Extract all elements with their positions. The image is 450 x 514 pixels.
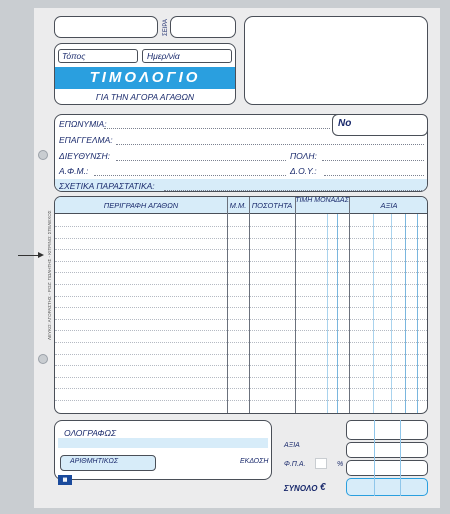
- in-numbers-label: ΑΡΙΘΜΗΤΙΚΩΣ: [70, 458, 119, 465]
- table-row[interactable]: [55, 342, 427, 343]
- column-divider: [373, 214, 374, 413]
- table-row[interactable]: [55, 388, 427, 389]
- number-label: Νο: [338, 118, 352, 129]
- column-divider: [295, 197, 296, 413]
- total-field[interactable]: [346, 478, 428, 496]
- copy-distribution-note: ΛΕΥΚΟ: ΑΓΟΡΑΣΤΗΣ - ΡΟΖ: ΠΩΛΗΤΗΣ - ΚΙΤΡΙΝΟ: ΣΤΕΛΕΧΟΣ: [47, 210, 52, 340]
- table-row[interactable]: [55, 319, 427, 320]
- invoice-form: [34, 8, 440, 508]
- totals-cents-divider: [400, 420, 401, 496]
- city-line[interactable]: [322, 160, 424, 161]
- name-label: ΕΠΩΝΥΜΙΑ:: [59, 119, 107, 129]
- column-header-value: ΑΞΙΑ: [380, 201, 398, 210]
- table-row[interactable]: [55, 354, 427, 355]
- publisher-logo-icon: ▦: [58, 475, 72, 485]
- total-label: ΣΥΝΟΛΟ: [284, 484, 318, 493]
- table-row[interactable]: [55, 249, 427, 250]
- table-row[interactable]: [55, 284, 427, 285]
- items-table: [54, 196, 428, 414]
- in-words-field[interactable]: [58, 438, 268, 448]
- tax-office-line[interactable]: [324, 175, 424, 176]
- table-row[interactable]: [55, 261, 427, 262]
- vat-label: Α.Φ.Μ.:: [59, 166, 89, 176]
- column-divider: [391, 214, 392, 413]
- column-header-quantity: ΠΟΣΟΤΗΤΑ: [251, 201, 293, 210]
- profession-label: ΕΠΑΓΓΕΛΜΑ:: [59, 135, 113, 145]
- vat-amount-label: Φ.Π.Α.: [284, 461, 306, 468]
- column-divider: [337, 214, 338, 413]
- series-number-box[interactable]: [170, 16, 236, 38]
- city-label: ΠΟΛΗ:: [290, 151, 317, 161]
- value-field[interactable]: [346, 442, 428, 458]
- document-subtitle: ΓΙΑ ΤΗΝ ΑΓΟΡΑ ΑΓΑΘΩΝ: [95, 92, 195, 102]
- table-row[interactable]: [55, 226, 427, 227]
- column-header-unit: Μ.Μ.: [229, 201, 247, 210]
- totals-cents-divider: [374, 420, 375, 496]
- column-divider: [227, 197, 228, 413]
- column-divider: [327, 214, 328, 413]
- vat-amount-field[interactable]: [346, 460, 428, 476]
- vat-line[interactable]: [94, 175, 286, 176]
- table-row[interactable]: [55, 238, 427, 239]
- subtotal-field[interactable]: [346, 420, 428, 440]
- binding-hole-top: [38, 150, 48, 160]
- column-header-description: ΠΕΡΙΓΡΑΦΗ ΑΓΑΘΩΝ: [103, 201, 179, 210]
- series-label: ΣΕΙΡΑ: [163, 19, 169, 36]
- table-row[interactable]: [55, 377, 427, 378]
- column-divider: [249, 197, 250, 413]
- arrow-head-icon: [38, 252, 44, 258]
- value-label: ΑΞΙΑ: [284, 442, 300, 449]
- related-docs-label: ΣΧΕΤΙΚΑ ΠΑΡΑΣΤΑΤΙΚΑ:: [59, 181, 155, 191]
- address-label: ΔΙΕΥΘΥΝΣΗ:: [59, 151, 110, 161]
- table-row[interactable]: [55, 296, 427, 297]
- percent-sign: %: [337, 461, 344, 468]
- document-title: ΤΙΜΟΛΟΓΙΟ: [89, 69, 201, 86]
- date-label: Ημερ/νία: [147, 51, 180, 61]
- table-row[interactable]: [55, 330, 427, 331]
- column-divider: [349, 197, 350, 413]
- address-line[interactable]: [116, 160, 286, 161]
- issuer-stamp-box[interactable]: [244, 16, 428, 105]
- table-row[interactable]: [55, 365, 427, 366]
- series-box[interactable]: [54, 16, 158, 38]
- profession-line[interactable]: [116, 144, 424, 145]
- name-line[interactable]: [104, 128, 330, 129]
- currency-sign: €: [320, 482, 326, 493]
- column-divider: [417, 214, 418, 413]
- table-row[interactable]: [55, 307, 427, 308]
- column-divider: [405, 214, 406, 413]
- tax-office-label: Δ.Ο.Υ.:: [290, 166, 317, 176]
- table-row[interactable]: [55, 272, 427, 273]
- vat-rate-field[interactable]: [315, 458, 327, 469]
- edition-label: ΕΚΔΟΣΗ: [240, 458, 269, 465]
- in-words-label: ΟΛΟΓΡΑΦΩΣ: [64, 428, 117, 438]
- column-header-unit-price: ΤΙΜΗ ΜΟΝΑΔΑΣ: [295, 197, 349, 204]
- arrow-icon: [18, 255, 40, 256]
- table-row[interactable]: [55, 400, 427, 401]
- binding-hole-bottom: [38, 354, 48, 364]
- place-label: Τόπος: [62, 51, 86, 61]
- related-docs-line[interactable]: [164, 190, 424, 191]
